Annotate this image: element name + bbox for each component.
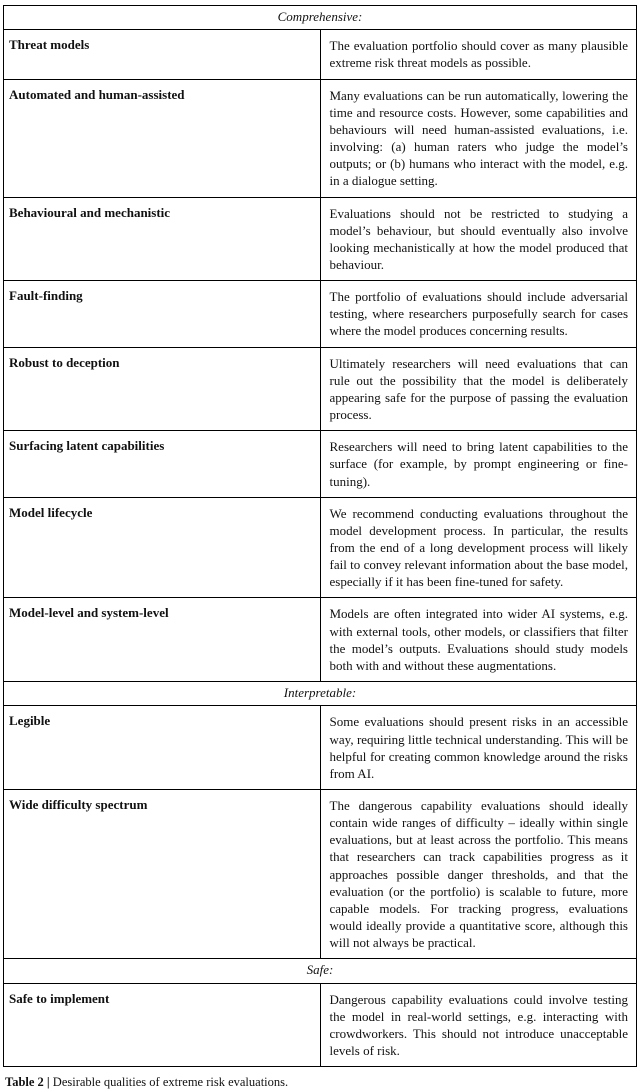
term-legible: Legible xyxy=(4,706,321,790)
description-cell: Ultimately researchers will need evaluations that can rule out the possibility that the model is deliberately appearing safe for the purpose of passing the evaluation process. xyxy=(320,347,637,431)
table-caption-label: Table 2 | xyxy=(5,1075,50,1090)
section-row-interpretable xyxy=(4,682,637,706)
description-cell: Evaluations should not be restricted to studying a model’s behaviour, but should eventually also involve looking mechanistically at how the model produced that behaviour. xyxy=(320,197,637,281)
table-caption xyxy=(5,1074,635,1090)
description-cell: The dangerous capability evaluations should ideally contain wide ranges of difficulty – ideally within single evaluations, but at least across the portfolio. This means that researchers can track capabilities progress as it approaches possible danger thresholds, and that the evaluation (or the portfolio) is scalable to future, more capable models. For tracking progress, evaluations would ideally provide a quantitative score, although this will not always be practical. xyxy=(320,789,637,958)
section-row-comprehensive xyxy=(4,6,637,30)
table-row xyxy=(4,789,637,958)
term-robust-to-deception: Robust to deception xyxy=(4,347,321,431)
table-row xyxy=(4,30,637,79)
table-row xyxy=(4,497,637,598)
term-behavioural-and-mechanistic: Behavioural and mechanistic xyxy=(4,197,321,281)
term-model-lifecycle: Model lifecycle xyxy=(4,497,321,598)
section-heading-interpretable: Interpretable: xyxy=(4,682,637,706)
description-cell: Dangerous capability evaluations could involve testing the model in real-world settings, e.g. interacting with crowdworkers. This should not introduce unacceptable levels of risk. xyxy=(320,983,637,1067)
section-heading-safe: Safe: xyxy=(4,959,637,983)
description-cell: Many evaluations can be run automatically, lowering the time and resource costs. However, some capabilities and behaviours will need human-assisted evaluations, i.e. involving: (a) human raters who judge the model’s outputs; or (b) humans who interact with the model, e.g. in a dialogue setting. xyxy=(320,79,637,197)
description-cell: We recommend conducting evaluations throughout the model development process. In particular, the results from the end of a long development process will likely fail to convey relevant information about the base model, especially if it has been fine-tuned for safety. xyxy=(320,497,637,598)
term-threat-models: Threat models xyxy=(4,30,321,79)
description-cell: Some evaluations should present risks in an accessible way, requiring little technical understanding. This will be helpful for creating common knowledge around the risks from AI. xyxy=(320,706,637,790)
section-row-safe xyxy=(4,959,637,983)
term-wide-difficulty-spectrum: Wide difficulty spectrum xyxy=(4,789,321,958)
description-cell: Researchers will need to bring latent capabilities to the surface (for example, by prompt engineering or fine-tuning). xyxy=(320,431,637,497)
term-surfacing-latent-capabilities: Surfacing latent capabilities xyxy=(4,431,321,497)
table-caption-text: Desirable qualities of extreme risk evaluations. xyxy=(52,1075,289,1090)
description-cell: Models are often integrated into wider AI systems, e.g. with external tools, other models, or classifiers that filter the model’s outputs. Evaluations should study models both with and without these augmentations. xyxy=(320,598,637,682)
table-row xyxy=(4,347,637,431)
table-row xyxy=(4,598,637,682)
term-model-level-and-system-level: Model-level and system-level xyxy=(4,598,321,682)
term-fault-finding: Fault-finding xyxy=(4,281,321,347)
table-row xyxy=(4,79,637,197)
table-row xyxy=(4,983,637,1067)
term-safe-to-implement: Safe to implement xyxy=(4,983,321,1067)
table-row xyxy=(4,706,637,790)
table-row xyxy=(4,281,637,347)
section-heading-comprehensive: Comprehensive: xyxy=(4,6,637,30)
qualities-table xyxy=(3,5,637,1067)
table-row xyxy=(4,431,637,497)
table-row xyxy=(4,197,637,281)
term-automated-and-human-assisted: Automated and human-assisted xyxy=(4,79,321,197)
description-cell: The evaluation portfolio should cover as many plausible extreme risk threat models as possible. xyxy=(320,30,637,79)
description-cell: The portfolio of evaluations should include adversarial testing, where researchers purposefully search for cases where the model produces concerning results. xyxy=(320,281,637,347)
